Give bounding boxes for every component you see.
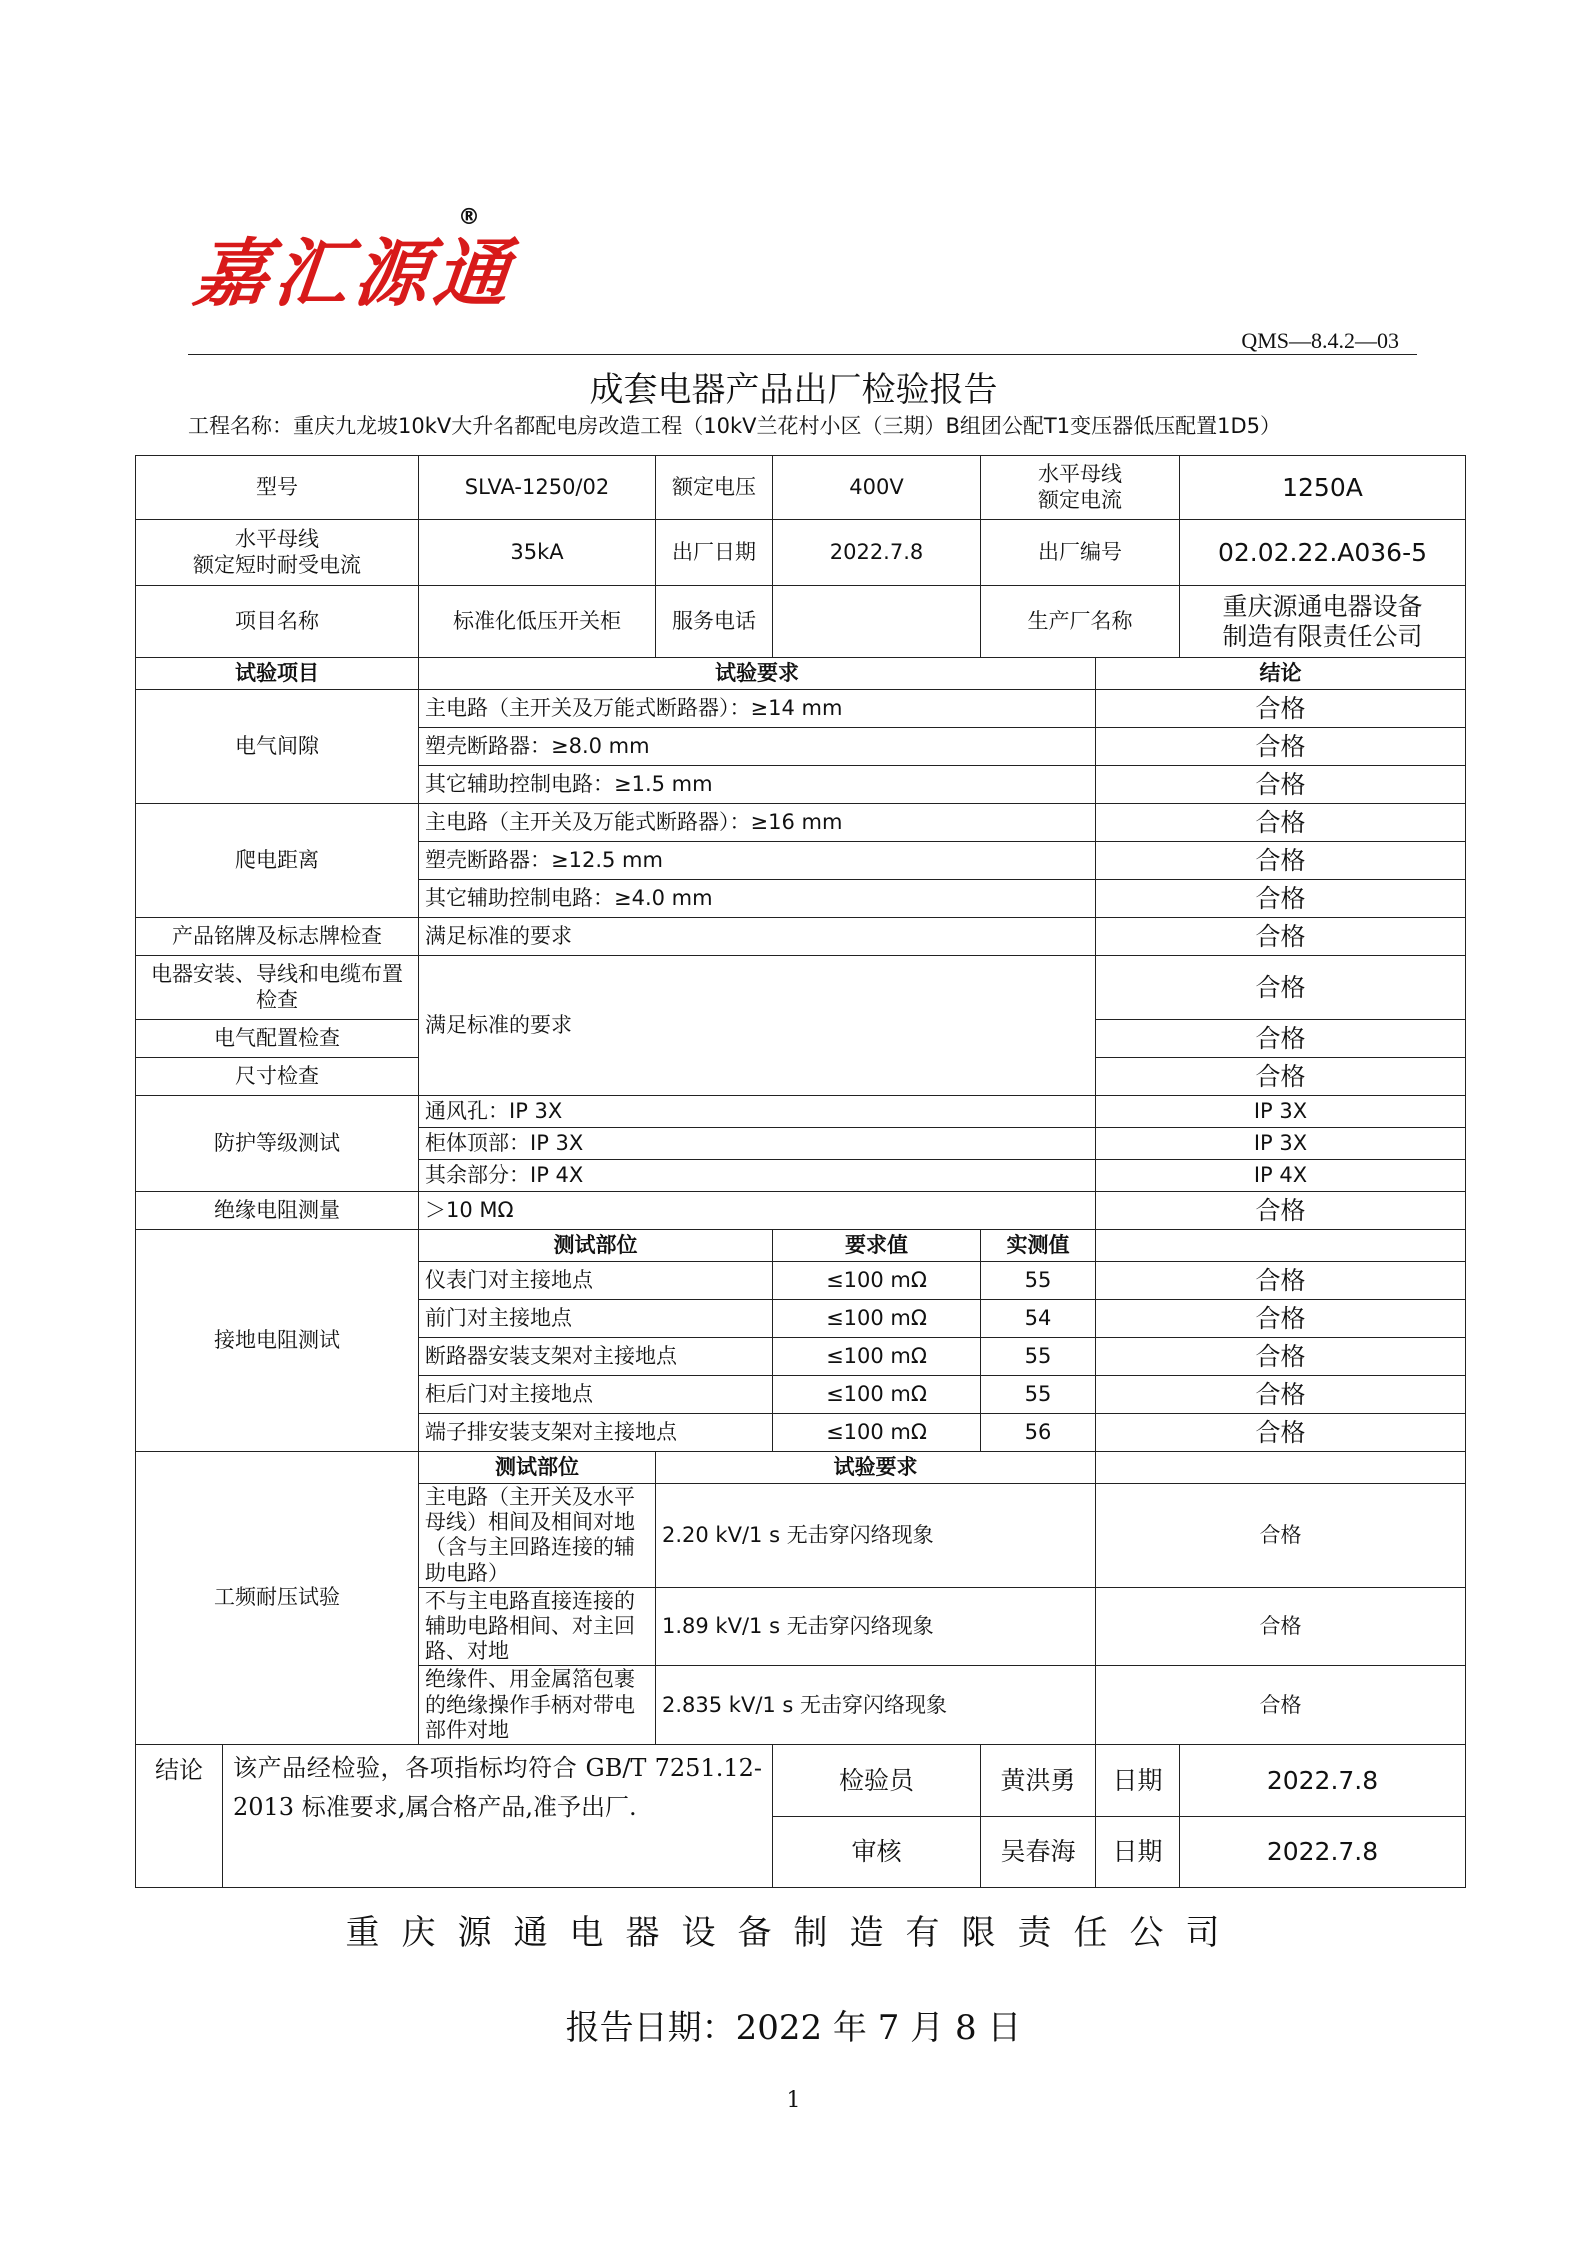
grounding-head-part: 测试部位 [419, 1230, 773, 1262]
protection-req: 通风孔：IP 3X [419, 1096, 1096, 1128]
date-value: 2022.7.8 [773, 520, 981, 586]
grounding-head-blank [1096, 1230, 1466, 1262]
date-label-2: 日期 [1096, 1817, 1180, 1888]
voltage-label: 额定电压 [656, 456, 773, 520]
withstand-req: 2.20 kV/1 s 无击穿闪络现象 [656, 1484, 1096, 1588]
conclusion-cell [136, 1744, 773, 1887]
busbar-current-label: 水平母线 额定电流 [981, 456, 1180, 520]
registered-mark: ® [458, 205, 480, 230]
withstand-req: 1.89 kV/1 s 无击穿闪络现象 [656, 1587, 1096, 1666]
grounding-part: 前门对主接地点 [419, 1300, 773, 1338]
grounding-head-meas: 实测值 [981, 1230, 1096, 1262]
date-value-1: 2022.7.8 [1180, 1744, 1466, 1817]
install-name: 电器安装、导线和电缆布置检查 [136, 956, 419, 1020]
withstand-name: 工频耐压试验 [136, 1452, 419, 1745]
result-pass: 合格 [1096, 1192, 1466, 1230]
grounding-part: 端子排安装支架对主接地点 [419, 1414, 773, 1452]
result-pass: 合格 [1096, 842, 1466, 880]
date-value-2: 2022.7.8 [1180, 1817, 1466, 1888]
document-code: QMS—8.4.2—03 [1241, 328, 1399, 353]
grounding-meas: 55 [981, 1262, 1096, 1300]
header-item: 试验项目 [136, 658, 419, 690]
config-name: 电气配置检查 [136, 1020, 419, 1058]
withstand-part: 不与主电路直接连接的辅助电路相间、对主回路、对地 [419, 1587, 656, 1666]
install-req: 满足标准的要求 [419, 956, 1096, 1096]
grounding-req: ≤100 mΩ [773, 1414, 981, 1452]
result-pass: 合格 [1096, 1484, 1466, 1588]
serial-label: 出厂编号 [981, 520, 1180, 586]
withstand-head-blank [1096, 1452, 1466, 1484]
reviewer-name: 吴春海 [981, 1817, 1096, 1888]
protection-name: 防护等级测试 [136, 1096, 419, 1192]
model-value: SLVA-1250/02 [419, 456, 656, 520]
protection-req: 其余部分：IP 4X [419, 1160, 1096, 1192]
result-pass: 合格 [1096, 880, 1466, 918]
grounding-meas: 55 [981, 1376, 1096, 1414]
result-pass: 合格 [1096, 1376, 1466, 1414]
nameplate-name: 产品铭牌及标志牌检查 [136, 918, 419, 956]
withstand-head-part: 测试部位 [419, 1452, 656, 1484]
report-title: 成套电器产品出厂检验报告 [589, 370, 998, 410]
grounding-head-req: 要求值 [773, 1230, 981, 1262]
result-pass: 合格 [1096, 1414, 1466, 1452]
reviewer-label: 审核 [773, 1817, 981, 1888]
conclusion-text: 该产品经检验，各项指标均符合 GB/T 7251.12-2013 标准要求,属合格产品,准予出厂. [233, 1753, 762, 1822]
short-current-value: 35kA [419, 520, 656, 586]
result-pass: 合格 [1096, 918, 1466, 956]
result-pass: 合格 [1096, 1058, 1466, 1096]
model-label: 型号 [136, 456, 419, 520]
nameplate-req: 满足标准的要求 [419, 918, 1096, 956]
result-pass: 合格 [1096, 1262, 1466, 1300]
creepage-name: 爬电距离 [136, 804, 419, 918]
result-pass: 合格 [1096, 804, 1466, 842]
header-rule [188, 354, 1417, 355]
result-pass: 合格 [1096, 690, 1466, 728]
inspection-table [135, 455, 1466, 1888]
protection-result: IP 3X [1096, 1096, 1466, 1128]
grounding-req: ≤100 mΩ [773, 1262, 981, 1300]
company-logo: 嘉汇源通 [189, 231, 519, 317]
clearance-req: 塑壳断路器：≥8.0 mm [419, 728, 1096, 766]
grounding-part: 仪表门对主接地点 [419, 1262, 773, 1300]
result-pass: 合格 [1096, 1020, 1466, 1058]
busbar-current-value: 1250A [1180, 456, 1466, 520]
header-result: 结论 [1096, 658, 1466, 690]
page-number: 1 [786, 2088, 801, 2113]
phone-value [773, 586, 981, 658]
header-requirement: 试验要求 [419, 658, 1096, 690]
project-value: 标准化低压开关柜 [419, 586, 656, 658]
result-pass: 合格 [1096, 766, 1466, 804]
clearance-req: 其它辅助控制电路：≥1.5 mm [419, 766, 1096, 804]
project-name-line: 工程名称：重庆九龙坡10kV大升名都配电房改造工程（10kV兰花村小区（三期）B组团公配T1变压器低压配置1D5） [188, 414, 1281, 438]
grounding-req: ≤100 mΩ [773, 1338, 981, 1376]
withstand-part: 绝缘件、用金属箔包裹的绝缘操作手柄对带电部件对地 [419, 1666, 656, 1745]
maker-value: 重庆源通电器设备 制造有限责任公司 [1180, 586, 1466, 658]
protection-result: IP 3X [1096, 1128, 1466, 1160]
grounding-meas: 55 [981, 1338, 1096, 1376]
serial-value: 02.02.22.A036-5 [1180, 520, 1466, 586]
creepage-req: 塑壳断路器：≥12.5 mm [419, 842, 1096, 880]
grounding-part: 柜后门对主接地点 [419, 1376, 773, 1414]
grounding-meas: 56 [981, 1414, 1096, 1452]
result-pass: 合格 [1096, 1587, 1466, 1666]
inspector-label: 检验员 [773, 1744, 981, 1817]
conclusion-label: 结论 [136, 1745, 223, 1887]
withstand-head-req: 试验要求 [656, 1452, 1096, 1484]
insulation-req: ＞10 MΩ [419, 1192, 1096, 1230]
phone-label: 服务电话 [656, 586, 773, 658]
result-pass: 合格 [1096, 1300, 1466, 1338]
voltage-value: 400V [773, 456, 981, 520]
grounding-req: ≤100 mΩ [773, 1376, 981, 1414]
clearance-name: 电气间隙 [136, 690, 419, 804]
date-label-1: 日期 [1096, 1744, 1180, 1817]
result-pass: 合格 [1096, 1666, 1466, 1745]
maker-label: 生产厂名称 [981, 586, 1180, 658]
short-current-label: 水平母线 额定短时耐受电流 [136, 520, 419, 586]
creepage-req: 其它辅助控制电路：≥4.0 mm [419, 880, 1096, 918]
report-date: 报告日期：2022 年 7 月 8 日 [565, 2008, 1022, 2048]
protection-req: 柜体顶部：IP 3X [419, 1128, 1096, 1160]
result-pass: 合格 [1096, 728, 1466, 766]
grounding-meas: 54 [981, 1300, 1096, 1338]
withstand-req: 2.835 kV/1 s 无击穿闪络现象 [656, 1666, 1096, 1745]
withstand-part: 主电路（主开关及水平母线）相间及相间对地（含与主回路连接的辅助电路） [419, 1484, 656, 1588]
clearance-req: 主电路（主开关及万能式断路器）：≥14 mm [419, 690, 1096, 728]
date-label: 出厂日期 [656, 520, 773, 586]
inspector-name: 黄洪勇 [981, 1744, 1096, 1817]
project-label: 项目名称 [136, 586, 419, 658]
result-pass: 合格 [1096, 956, 1466, 1020]
protection-result: IP 4X [1096, 1160, 1466, 1192]
company-name-footer: 重庆源通电器设备制造有限责任公司 [345, 1913, 1242, 1953]
creepage-req: 主电路（主开关及万能式断路器）：≥16 mm [419, 804, 1096, 842]
size-name: 尺寸检查 [136, 1058, 419, 1096]
insulation-name: 绝缘电阻测量 [136, 1192, 419, 1230]
grounding-req: ≤100 mΩ [773, 1300, 981, 1338]
result-pass: 合格 [1096, 1338, 1466, 1376]
grounding-part: 断路器安装支架对主接地点 [419, 1338, 773, 1376]
grounding-name: 接地电阻测试 [136, 1230, 419, 1452]
